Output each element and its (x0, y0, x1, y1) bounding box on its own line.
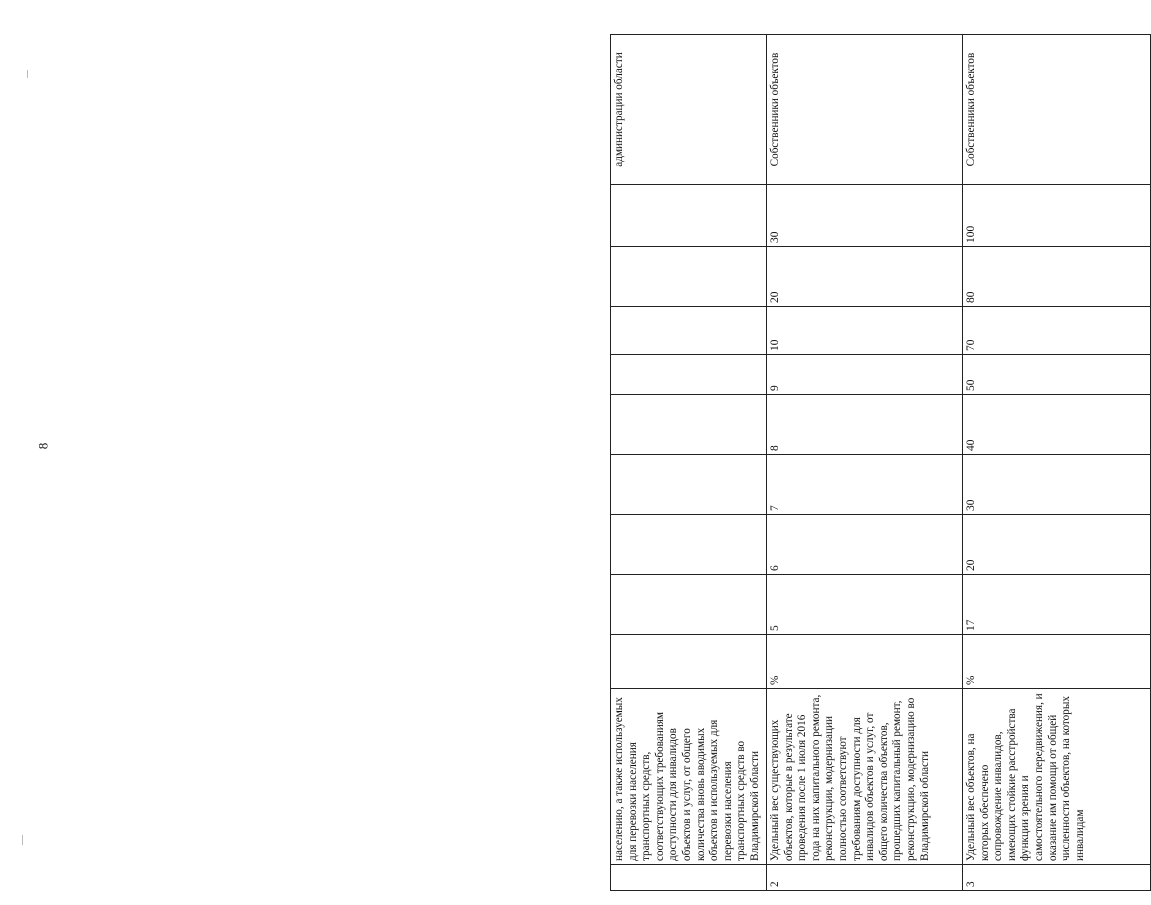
value-cell (611, 307, 767, 355)
value-cell (611, 395, 767, 455)
value-cell (611, 515, 767, 575)
value-cell: 30 (767, 185, 963, 247)
value-cell: 9 (767, 355, 963, 395)
row-number: 2 (767, 865, 963, 891)
value-cell (611, 455, 767, 515)
value-cell (611, 355, 767, 395)
value-cell: 10 (767, 307, 963, 355)
value-cell (611, 575, 767, 635)
value-cell (611, 247, 767, 307)
unit-cell (611, 635, 767, 689)
unit-cell: % (963, 635, 1151, 689)
unit-cell: % (767, 635, 963, 689)
rotated-table-container (610, 35, 1150, 891)
indicators-table (610, 34, 1151, 891)
value-cell: 40 (963, 395, 1151, 455)
value-cell: 5 (767, 575, 963, 635)
row-number (611, 865, 767, 891)
indicator-text: Удельный вес объектов, на которых обеспечено сопровождение инвалидов, имеющих стойкие расстройства функции зрения и самостоятельного передвижения, и оказание им помощи от общей численности объектов, на которых инвалидам (963, 689, 1151, 865)
value-cell: 50 (963, 355, 1151, 395)
value-cell: 7 (767, 455, 963, 515)
value-cell: 8 (767, 395, 963, 455)
value-cell: 80 (963, 247, 1151, 307)
indicator-text: Удельный вес существующих объектов, которые в результате проведения после 1 июля 2016 года на них капитального ремонта, реконструкции, модернизации полностью соответствуют требованиям доступности для инвалидов объектов и услуг, от общего количества объектов, прошедших капитальный ремонт, реконструкцию, модернизацию во Владимирской области (767, 689, 963, 865)
table-row (963, 35, 1151, 891)
value-cell: 20 (963, 515, 1151, 575)
responsible-cell: администрации области (611, 35, 767, 185)
value-cell: 70 (963, 307, 1151, 355)
row-number: 3 (963, 865, 1151, 891)
value-cell: 17 (963, 575, 1151, 635)
value-cell: 30 (963, 455, 1151, 515)
responsible-cell: Собственники объектов (963, 35, 1151, 185)
responsible-cell: Собственники объектов (767, 35, 963, 185)
value-cell (611, 185, 767, 247)
scan-speck (27, 70, 28, 78)
table-row (767, 35, 963, 891)
table-row (611, 35, 767, 891)
scan-speck (22, 835, 23, 845)
indicator-text: населению, а также используемых для перевозки населения транспортных средств, соответствующих требованиям доступности для инвалидов объектов и услуг, от общего количества вновь вводимых объектов и используемых для перевозки населения транспортных средств во Владимирской области (611, 689, 767, 865)
value-cell: 6 (767, 515, 963, 575)
value-cell: 100 (963, 185, 1151, 247)
page-number: 8 (35, 442, 51, 450)
value-cell: 20 (767, 247, 963, 307)
